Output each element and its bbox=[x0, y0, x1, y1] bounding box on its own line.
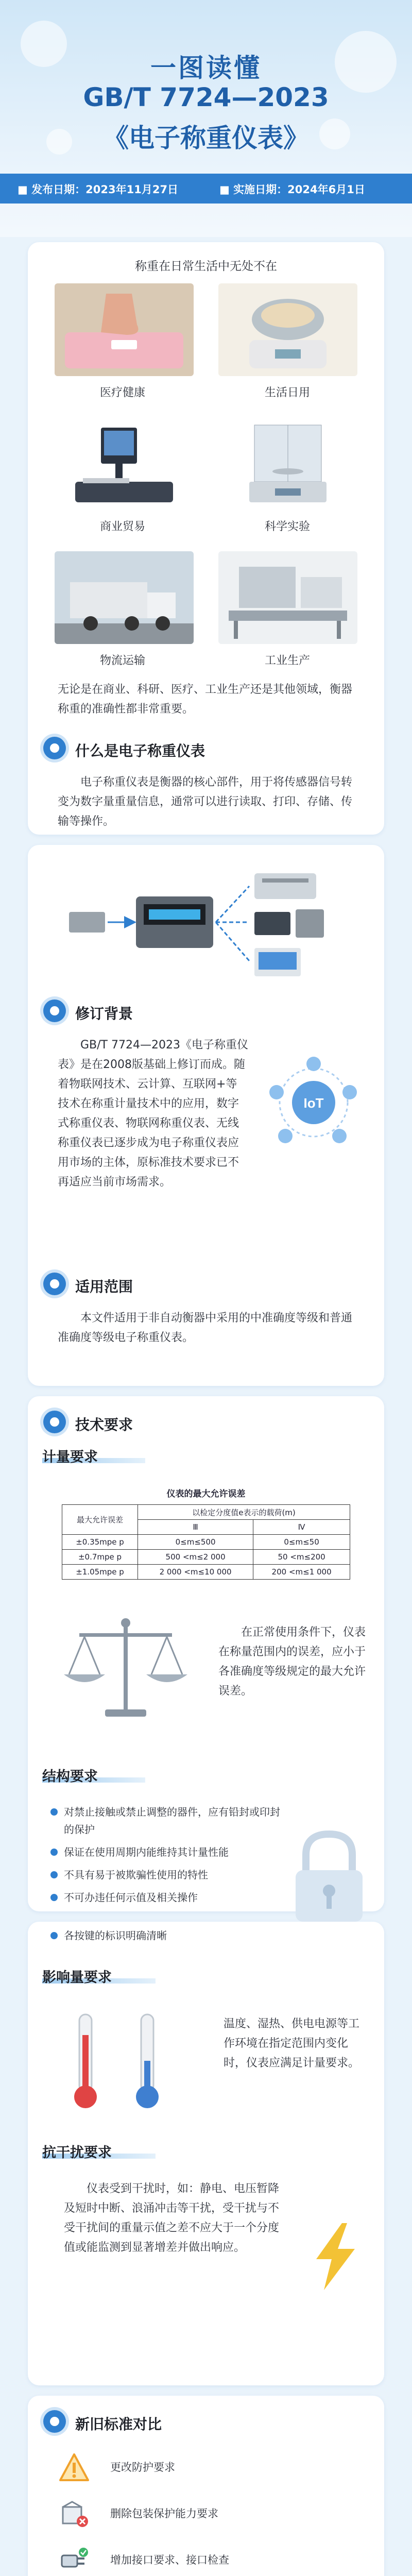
publish-date: ■ 发布日期：2023年11月27日 bbox=[18, 183, 179, 196]
logistics-truck-image bbox=[55, 551, 194, 644]
table-row: ±0.7mpe p 500 <m≤2 000 50 <m≤200 bbox=[62, 1550, 350, 1565]
section-marker bbox=[43, 2410, 66, 2433]
structure-item: 不具有易于被欺骗性使用的特性 bbox=[64, 1866, 280, 1884]
interface-plug-icon bbox=[59, 2545, 90, 2576]
medical-scale-image bbox=[55, 283, 194, 376]
table-head-load: 以检定分度值e表示的载荷(m) bbox=[138, 1505, 350, 1520]
package-delete-icon bbox=[59, 2499, 90, 2530]
caption-medical: 医疗健康 bbox=[100, 386, 146, 399]
instrument-connection-diagram bbox=[59, 860, 357, 984]
subtitle-interference: 抗干扰要求 bbox=[42, 2145, 112, 2161]
structure-item: 对禁止接触或禁止调整的器件，应有铅封或印封的保护 bbox=[64, 1803, 280, 1838]
lightning-icon bbox=[306, 2221, 363, 2293]
comparison-item: 增加接口要求、接口检查 bbox=[110, 2554, 229, 2566]
section-title-new: 新旧标准对比 bbox=[75, 2416, 162, 2433]
interference-text: 仪表受到干扰时，如：静电、电压暂降及短时中断、浪涌冲击等干扰，受干扰与不受干扰间的重量示值之差不应大于一个分度值或能监测到显著增差并做出响应。 bbox=[64, 2182, 280, 2254]
title-line-3: 《电子称重仪表》 bbox=[103, 123, 309, 153]
hero-header bbox=[0, 0, 412, 237]
intro-summary: 无论是在商业、科研、医疗、工业生产还是其他领域，衡器称重的准确性都非常重要。 bbox=[58, 683, 353, 716]
subtitle-measure: 计量要求 bbox=[42, 1449, 98, 1465]
retail-scale-image bbox=[55, 417, 194, 510]
caption-logistics: 物流运输 bbox=[100, 654, 146, 667]
measure-text: 在正常使用条件下，仪表在称量范围内的误差，应小于各准确度等级规定的最大允许误差。 bbox=[218, 1626, 366, 1698]
table-head-mpe: 最大允许误差 bbox=[62, 1505, 138, 1535]
section-title-tech: 技术要求 bbox=[75, 1416, 133, 1433]
background-card bbox=[28, 845, 384, 1386]
caption-commerce: 商业贸易 bbox=[100, 520, 146, 533]
date-bar bbox=[0, 174, 412, 204]
structure-item: 不可办违任何示值及相关操作 bbox=[64, 1889, 280, 1906]
section-marker bbox=[43, 1273, 66, 1295]
comparison-item: 更改防护要求 bbox=[110, 2461, 175, 2473]
section-title-what: 什么是电子称重仪表 bbox=[75, 742, 205, 759]
what-text: 电子称重仪表是衡器的核心部件，用于将传感器信号转变为数字量重量信息，通常可以进行读取、打印、存储、传输等操作。 bbox=[58, 776, 353, 828]
thermometer-icons bbox=[59, 2004, 182, 2117]
title-line-1: 一图读懂 bbox=[150, 53, 262, 83]
table-row: ±0.35mpe p 0≤m≤500 0≤m≤50 bbox=[62, 1535, 350, 1550]
background-text: GB/T 7724—2023《电子称重仪表》是在2008版基础上修订而成。随着物联网技术、云计算、互联网+等技术在称重计量技术中的应用，数字式称重仪表、物联网称重仪表、无线称重仪表已逐步成为电子称重仪表应用市场的主体，原标准技术要求已不再适应当前市场需求。 bbox=[58, 1039, 248, 1189]
subtitle-structure: 结构要求 bbox=[42, 1769, 98, 1785]
iot-network-icon bbox=[262, 1051, 365, 1154]
section-marker bbox=[43, 737, 66, 759]
tech-card-2 bbox=[28, 1922, 384, 2385]
error-table-title: 仪表的最大允许误差 bbox=[166, 1489, 246, 1499]
section-marker bbox=[43, 1411, 66, 1433]
section-marker bbox=[43, 999, 66, 1022]
iot-label: IoT bbox=[303, 1095, 324, 1111]
scope-text: 本文件适用于非自动衡器中采用的中准确度等级和普通准确度等级电子称重仪表。 bbox=[58, 1312, 353, 1344]
industry-line-image bbox=[218, 551, 357, 644]
comparison-card bbox=[28, 2396, 384, 2576]
kitchen-scale-image bbox=[218, 283, 357, 376]
structure-item: 保证在使用周期内能维持其计量性能 bbox=[64, 1843, 280, 1861]
warning-icon bbox=[59, 2452, 90, 2483]
intro-heading: 称重在日常生活中无处不在 bbox=[135, 260, 277, 273]
lock-icon bbox=[285, 1824, 373, 1927]
section-title-scope: 适用范围 bbox=[75, 1278, 133, 1295]
intro-card bbox=[28, 242, 384, 835]
section-title-background: 修订背景 bbox=[75, 1005, 133, 1022]
comparison-item: 删除包装保护能力要求 bbox=[110, 2507, 218, 2520]
influence-text: 温度、湿热、供电电源等工作环境在指定范围内变化时，仪表应满足计量要求。 bbox=[224, 2018, 360, 2070]
table-row: ±1.05mpe p 2 000 <m≤10 000 200 <m≤1 000 bbox=[62, 1565, 350, 1580]
caption-industry: 工业生产 bbox=[265, 654, 311, 667]
table-head-class3: Ⅲ bbox=[138, 1520, 253, 1535]
effective-date: ■ 实施日期：2024年6月1日 bbox=[219, 183, 365, 196]
title-line-2: GB/T 7724—2023 bbox=[83, 82, 329, 112]
lab-balance-image bbox=[218, 417, 357, 510]
balance-scale-icon bbox=[59, 1613, 193, 1726]
caption-science: 科学实验 bbox=[265, 520, 311, 533]
caption-daily: 生活日用 bbox=[265, 386, 311, 399]
structure-item: 各按键的标识明确清晰 bbox=[64, 1927, 280, 1944]
subtitle-influence: 影响量要求 bbox=[42, 1970, 112, 1986]
table-head-class4: Ⅳ bbox=[253, 1520, 350, 1535]
error-table bbox=[62, 1504, 350, 1580]
